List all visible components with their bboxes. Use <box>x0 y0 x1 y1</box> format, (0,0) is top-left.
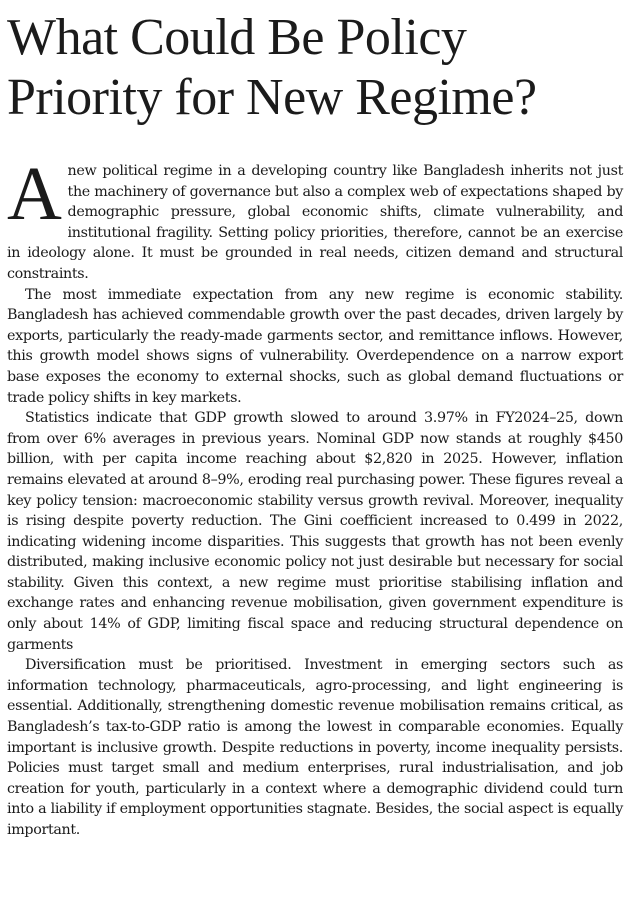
drop-cap: A <box>7 152 62 236</box>
paragraph-4: Diversification must be prioritised. Investment in emerging sectors such as information technology, pharmaceuticals, agro-processing, and light engineering is essential. Additionally, strengthening domestic revenue mobilisation remains critical, as Bangladesh’s tax-to-GDP ratio is among the lowest in comparable economies. Equally important is inclusive growth. Despite reductions in poverty, income inequality persists. Policies must target small and medium enterprises, rural industrialisation, and job creation for youth, particularly in a context where a demographic dividend could turn into a liability if employment opportunities stagnate. Besides, the social aspect is equally important. <box>7 657 623 838</box>
paragraph-3: Statistics indicate that GDP growth slowed to around 3.97% in FY2024–25, down from over 6% averages in previous years. Nominal GDP now stands at roughly $450 billion, with per capita income reaching about $2,820 in 2025. However, inflation remains elevated at around 8–9%, eroding real purchasing power. These figures reveal a key policy tension: macroeconomic stability versus growth revival. Moreover, inequality is rising despite poverty reduction. The Gini coefficient increased to 0.499 in 2022, indicating widening income disparities. This suggests that growth has not been evenly distributed, making inclusive economic policy not just desirable but necessary for social stability. Given this context, a new regime must prioritise stabilising inflation and exchange rates and enhancing revenue mobilisation, given government expenditure is only about 14% of GDP, limiting fiscal space and reducing structural dependence on garments <box>7 410 623 653</box>
paragraph-1 <box>7 152 623 285</box>
paragraph-2: The most immediate expectation from any new regime is economic stability. Bangladesh has achieved commendable growth over the past decades, driven largely by exports, particularly the ready-made garments sector, and remittance inflows. However, this growth model shows signs of vulnerability. Overdependence on a narrow export base exposes the economy to external shocks, such as global demand fluctuations or trade policy shifts in key markets. <box>7 286 623 406</box>
article-headline: What Could Be Policy Priority for New Regime? <box>7 9 537 126</box>
article-body <box>7 152 623 841</box>
paragraph-1-text: new political regime in a developing country like Bangladesh inherits not just the machinery of governance but also a complex web of expectations shaped by demographic pressure, global economic shifts, climate vulnerability, and institutional fragility. Setting policy priorities, therefore, cannot be an exercise in ideology alone. It must be grounded in real needs, citizen demand and structural constraints. <box>7 163 623 282</box>
